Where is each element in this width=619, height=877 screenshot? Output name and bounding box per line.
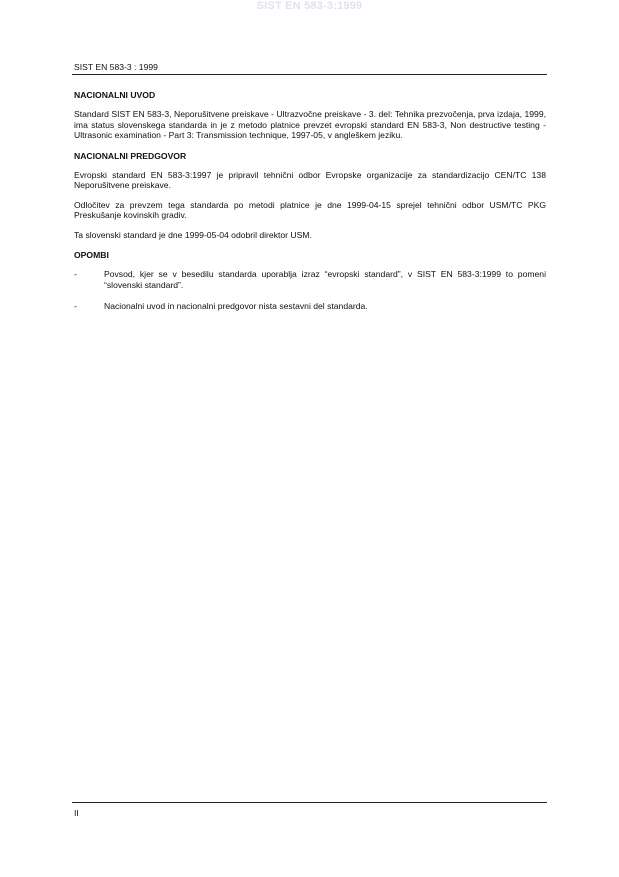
note-text: Povsod, kjer se v besedilu standarda uporablja izraz “evropski standard”, v SIST EN 583-3:1999 to pomeni “slovenski standard”. [104,269,546,290]
note-dash: - [74,269,77,280]
section-nacionalni-predgovor [74,151,546,240]
section-heading-predgovor: NACIONALNI PREDGOVOR [74,150,187,161]
section-heading-uvod: NACIONALNI UVOD [74,90,156,100]
header-divider [72,74,547,75]
note-dash: - [74,301,77,312]
predgovor-paragraph: Odločitev za prevzem tega standarda po metodi platnice je dne 1999-04-15 sprejel tehnični odbor USM/TC PKG Preskušanje kovinskih gradiv. [74,199,546,221]
predgovor-paragraph: Ta slovenski standard je dne 1999-05-04 odobril direktor USM. [74,229,312,240]
watermark: SIST EN 583-3:1999 [256,0,363,12]
document-id-header: SIST EN 583-3 : 1999 [74,62,158,72]
note-item [74,269,546,290]
section-heading-opombi: OPOMBI [74,250,109,261]
footer-divider [72,802,547,803]
note-text: Nacionalni uvod in nacionalni predgovor nista sestavni del standarda. [104,301,368,312]
section-nacionalni-uvod [74,90,546,141]
note-item [74,301,546,311]
uvod-paragraph: Standard SIST EN 583-3, Neporušitvene preiskave - Ultrazvočne preiskave - 3. del: Tehnika prezvočenja, prva izdaja, 1999, ima status slovenskega standarda in je z metodo platnice prevzet evropski standard EN 583-3, Non destructive testing - Ultrasonic examination - Part 3: Transmission technique, 1997-05, v angleškem jeziku. [74,109,546,141]
section-opombi [74,250,546,312]
page-number: II [74,808,79,818]
predgovor-paragraph: Evropski standard EN 583-3:1997 je pripravil tehnični odbor Evropske organizacije za standardizacijo CEN/TC 138 Neporušitvene preiskave. [74,170,546,191]
page-content [74,90,546,323]
